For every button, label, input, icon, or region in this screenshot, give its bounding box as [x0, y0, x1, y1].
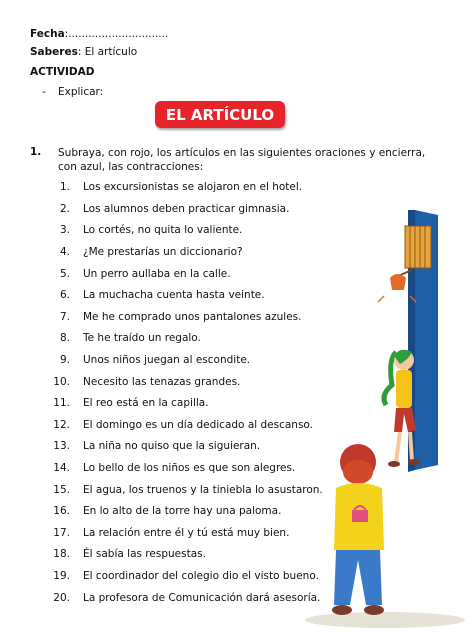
item-number: 12.: [53, 419, 70, 431]
saberes-value: : El artículo: [77, 46, 138, 58]
kids-hide-and-seek-illustration-icon: [300, 210, 470, 630]
fecha-value: :..............................: [64, 28, 169, 40]
item-text: Él sabía las respuestas.: [83, 548, 206, 560]
item-text: Me he comprado unos pantalones azules.: [83, 311, 302, 323]
item-text: El coordinador del colegio dio el visto bueno.: [83, 570, 319, 582]
question-number: 1.: [30, 146, 42, 158]
item-number: 7.: [59, 311, 70, 323]
lamp: [390, 274, 406, 290]
boy-figure: [332, 444, 384, 615]
item-text: Los excursionistas se alojaron en el hotel.: [83, 181, 303, 193]
item-number: 14.: [53, 462, 70, 474]
item-text: El agua, los truenos y la tiniebla lo asustaron.: [83, 484, 323, 496]
page-title: EL ARTÍCULO: [155, 101, 285, 128]
item-text: La muchacha cuenta hasta veinte.: [83, 289, 265, 301]
item-number: 3.: [59, 224, 70, 236]
item-number: 8.: [59, 332, 70, 344]
item-number: 11.: [53, 397, 70, 409]
item-text: Lo bello de los niños es que son alegres.: [83, 462, 296, 474]
item-text: Los alumnos deben practicar gimnasia.: [83, 203, 290, 215]
bullet: -: [42, 86, 46, 98]
item-text: Lo cortés, no quita lo valiente.: [83, 224, 243, 236]
item-text: La profesora de Comunicación dará asesoría.: [83, 592, 321, 604]
window: [405, 226, 431, 268]
item-text: La niña no quiso que la siguieran.: [83, 440, 261, 452]
item-number: 13.: [53, 440, 70, 452]
item-number: 5.: [59, 268, 70, 280]
item-text: El reo está en la capilla.: [83, 397, 209, 409]
saberes-line: [30, 46, 137, 58]
item-number: 16.: [53, 505, 70, 517]
item-text: El domingo es un día dedicado al descanso.: [83, 419, 314, 431]
fecha-label: Fecha: [30, 28, 65, 40]
item-number: 1.: [59, 181, 70, 193]
question-text: Subraya, con rojo, los artículos en las siguientes oraciones y encierra, con azul, las contracciones:: [58, 147, 426, 173]
actividad-heading: ACTIVIDAD: [30, 66, 95, 78]
item-number: 10.: [53, 376, 70, 388]
fecha-line: [30, 28, 168, 40]
item-text: ¿Me prestarías un diccionario?: [83, 246, 243, 258]
item-text: Unos niños juegan al escondite.: [83, 354, 251, 366]
explicar-label: Explicar:: [58, 86, 104, 98]
item-number: 9.: [59, 354, 70, 366]
item-text: Te he traído un regalo.: [83, 332, 201, 344]
saberes-label: Saberes: [30, 46, 78, 58]
item-text: En lo alto de la torre hay una paloma.: [83, 505, 282, 517]
list-item: [30, 181, 410, 195]
item-text: La relación entre él y tú está muy bien.: [83, 527, 290, 539]
item-number: 18.: [53, 548, 70, 560]
item-number: 4.: [59, 246, 70, 258]
item-text: Necesito las tenazas grandes.: [83, 376, 241, 388]
item-text: Un perro aullaba en la calle.: [83, 268, 231, 280]
ground-shadow: [305, 612, 465, 628]
item-number: 15.: [53, 484, 70, 496]
item-number: 6.: [59, 289, 70, 301]
item-number: 2.: [59, 203, 70, 215]
item-number: 19.: [53, 570, 70, 582]
item-number: 20.: [53, 592, 70, 604]
item-number: 17.: [53, 527, 70, 539]
